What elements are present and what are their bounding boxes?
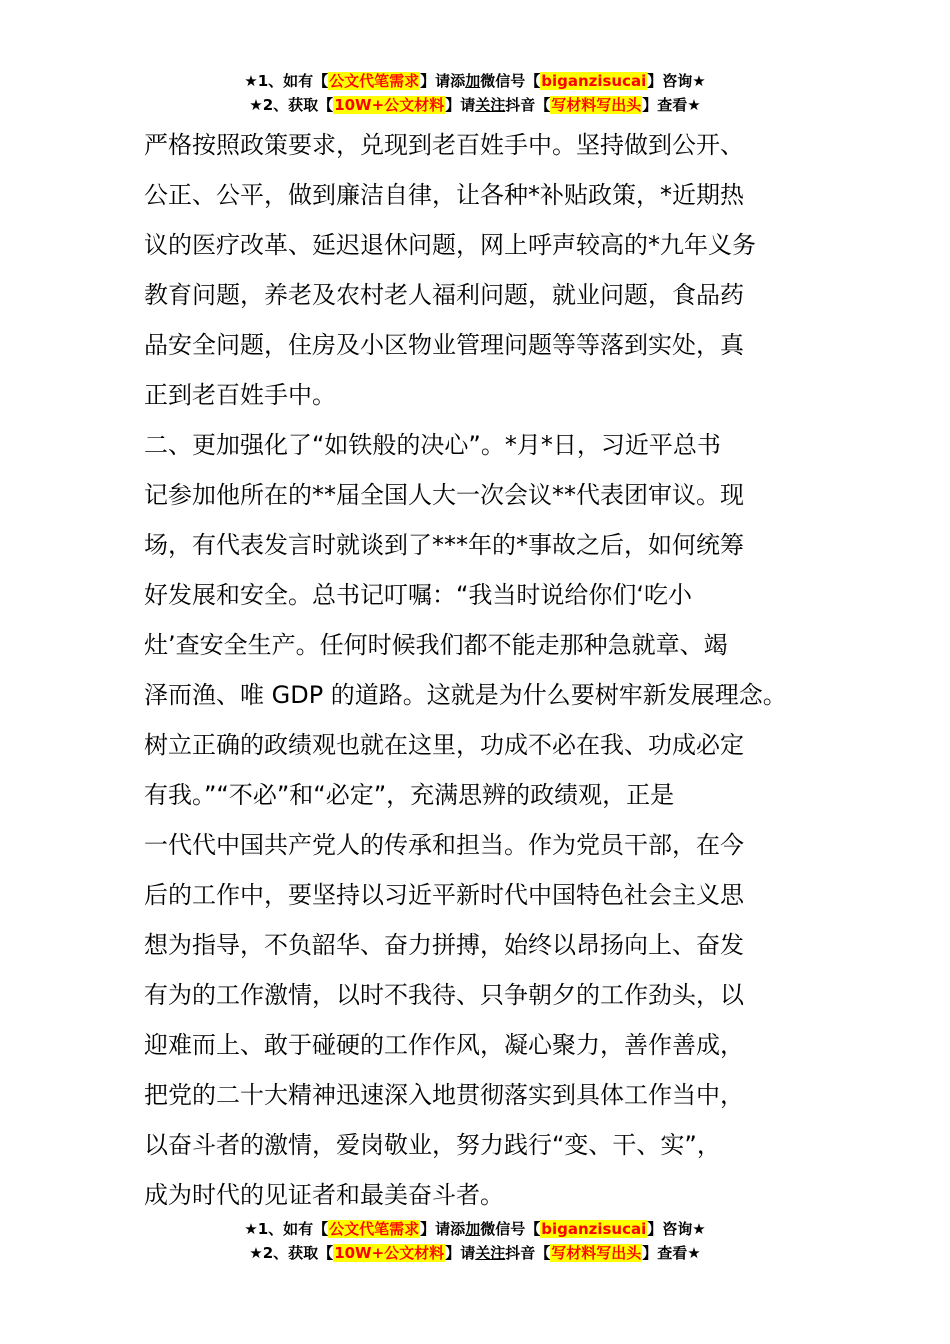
body-line: 严格按照政策要求，兑现到老百姓手中。坚持做到公开、 bbox=[144, 131, 744, 159]
banner-text: 微信号【 bbox=[480, 72, 541, 90]
banner-highlight-douyin: 写材料写出头 bbox=[551, 96, 642, 114]
banner-highlight-service: 公文代笔需求 bbox=[329, 1220, 420, 1238]
body-line: 正到老百姓手中。 bbox=[144, 381, 336, 409]
banner-line-2 bbox=[0, 1241, 950, 1265]
banner-text: 】查看★ bbox=[642, 96, 701, 114]
body-line: 迎难而上、敢于碰硬的工作作风，凝心聚力，善作善成， bbox=[144, 1031, 744, 1059]
footer-banner bbox=[0, 1217, 950, 1265]
banner-highlight-douyin: 写材料写出头 bbox=[551, 1244, 642, 1262]
body-line: 树立正确的政绩观也就在这里，功成不必在我、功成必定 bbox=[144, 731, 744, 759]
document-body bbox=[144, 120, 824, 1220]
body-line: 一代代中国共产党人的传承和担当。作为党员干部，在今 bbox=[144, 831, 744, 859]
banner-text: ★1、如有【 bbox=[244, 72, 329, 90]
banner-text: 】请 bbox=[445, 1244, 476, 1262]
banner-text-underlined: 加 bbox=[465, 72, 481, 90]
body-line: 想为指导，不负韶华、奋力拼搏，始终以昂扬向上、奋发 bbox=[144, 931, 744, 959]
body-line: 成为时代的见证者和最美奋斗者。 bbox=[144, 1181, 504, 1209]
banner-highlight-materials: 10W+公文材料 bbox=[334, 1244, 445, 1262]
body-line: 场，有代表发言时就谈到了***年的*事故之后，如何统筹 bbox=[144, 531, 744, 559]
banner-text: 】查看★ bbox=[642, 1244, 701, 1262]
body-line: 教育问题，养老及农村老人福利问题，就业问题，食品药 bbox=[144, 281, 744, 309]
banner-text-underlined: 关注 bbox=[475, 96, 506, 114]
banner-text: 抖音【 bbox=[505, 1244, 551, 1262]
body-line: 有为的工作激情，以时不我待、只争朝夕的工作劲头，以 bbox=[144, 981, 744, 1009]
body-line: 后的工作中，要坚持以习近平新时代中国特色社会主义思 bbox=[144, 881, 744, 909]
banner-highlight-wechat-id: biganzisucai bbox=[541, 72, 647, 90]
header-banner bbox=[0, 69, 950, 117]
body-line: 灶’查安全生产。任何时候我们都不能走那种急就章、竭 bbox=[144, 631, 728, 659]
banner-text: ★2、获取【 bbox=[249, 1244, 334, 1262]
banner-line-1 bbox=[0, 69, 950, 93]
body-line: 公正、公平，做到廉洁自律，让各种*补贴政策，*近期热 bbox=[144, 181, 744, 209]
banner-text: 抖音【 bbox=[505, 96, 551, 114]
body-line: 以奋斗者的激情，爱岗敬业，努力践行“变、干、实”， bbox=[144, 1131, 721, 1159]
banner-text: 】咨询★ bbox=[647, 72, 706, 90]
body-line: 品安全问题，住房及小区物业管理问题等等落到实处，真 bbox=[144, 331, 744, 359]
banner-line-2 bbox=[0, 93, 950, 117]
body-line: 有我。”“不必”和“必定”，充满思辨的政绩观，正是 bbox=[144, 781, 675, 809]
banner-highlight-service: 公文代笔需求 bbox=[329, 72, 420, 90]
banner-highlight-wechat-id: biganzisucai bbox=[541, 1220, 647, 1238]
banner-line-1 bbox=[0, 1217, 950, 1241]
banner-text: 】请 bbox=[445, 96, 476, 114]
banner-text-underlined: 加 bbox=[465, 1220, 481, 1238]
banner-text: ★2、获取【 bbox=[249, 96, 334, 114]
banner-highlight-materials: 10W+公文材料 bbox=[334, 96, 445, 114]
body-line: 泽而渔、唯 GDP 的道路。这就是为什么要树牢新发展理念。 bbox=[144, 681, 787, 709]
body-line: 好发展和安全。总书记叮嘱：“我当时说给你们‘吃小 bbox=[144, 581, 693, 609]
body-line: 把党的二十大精神迅速深入地贯彻落实到具体工作当中， bbox=[144, 1081, 744, 1109]
banner-text-underlined: 关注 bbox=[475, 1244, 506, 1262]
body-line: 记参加他所在的**届全国人大一次会议**代表团审议。现 bbox=[144, 481, 744, 509]
body-line: 二、更加强化了“如铁般的决心”。*月*日，习近平总书 bbox=[144, 431, 721, 459]
body-line: 议的医疗改革、延迟退休问题，网上呼声较高的*九年义务 bbox=[144, 231, 756, 259]
banner-text: 】咨询★ bbox=[647, 1220, 706, 1238]
banner-text: ★1、如有【 bbox=[244, 1220, 329, 1238]
banner-text: 微信号【 bbox=[480, 1220, 541, 1238]
banner-text: 】请添 bbox=[420, 72, 466, 90]
banner-text: 】请添 bbox=[420, 1220, 466, 1238]
